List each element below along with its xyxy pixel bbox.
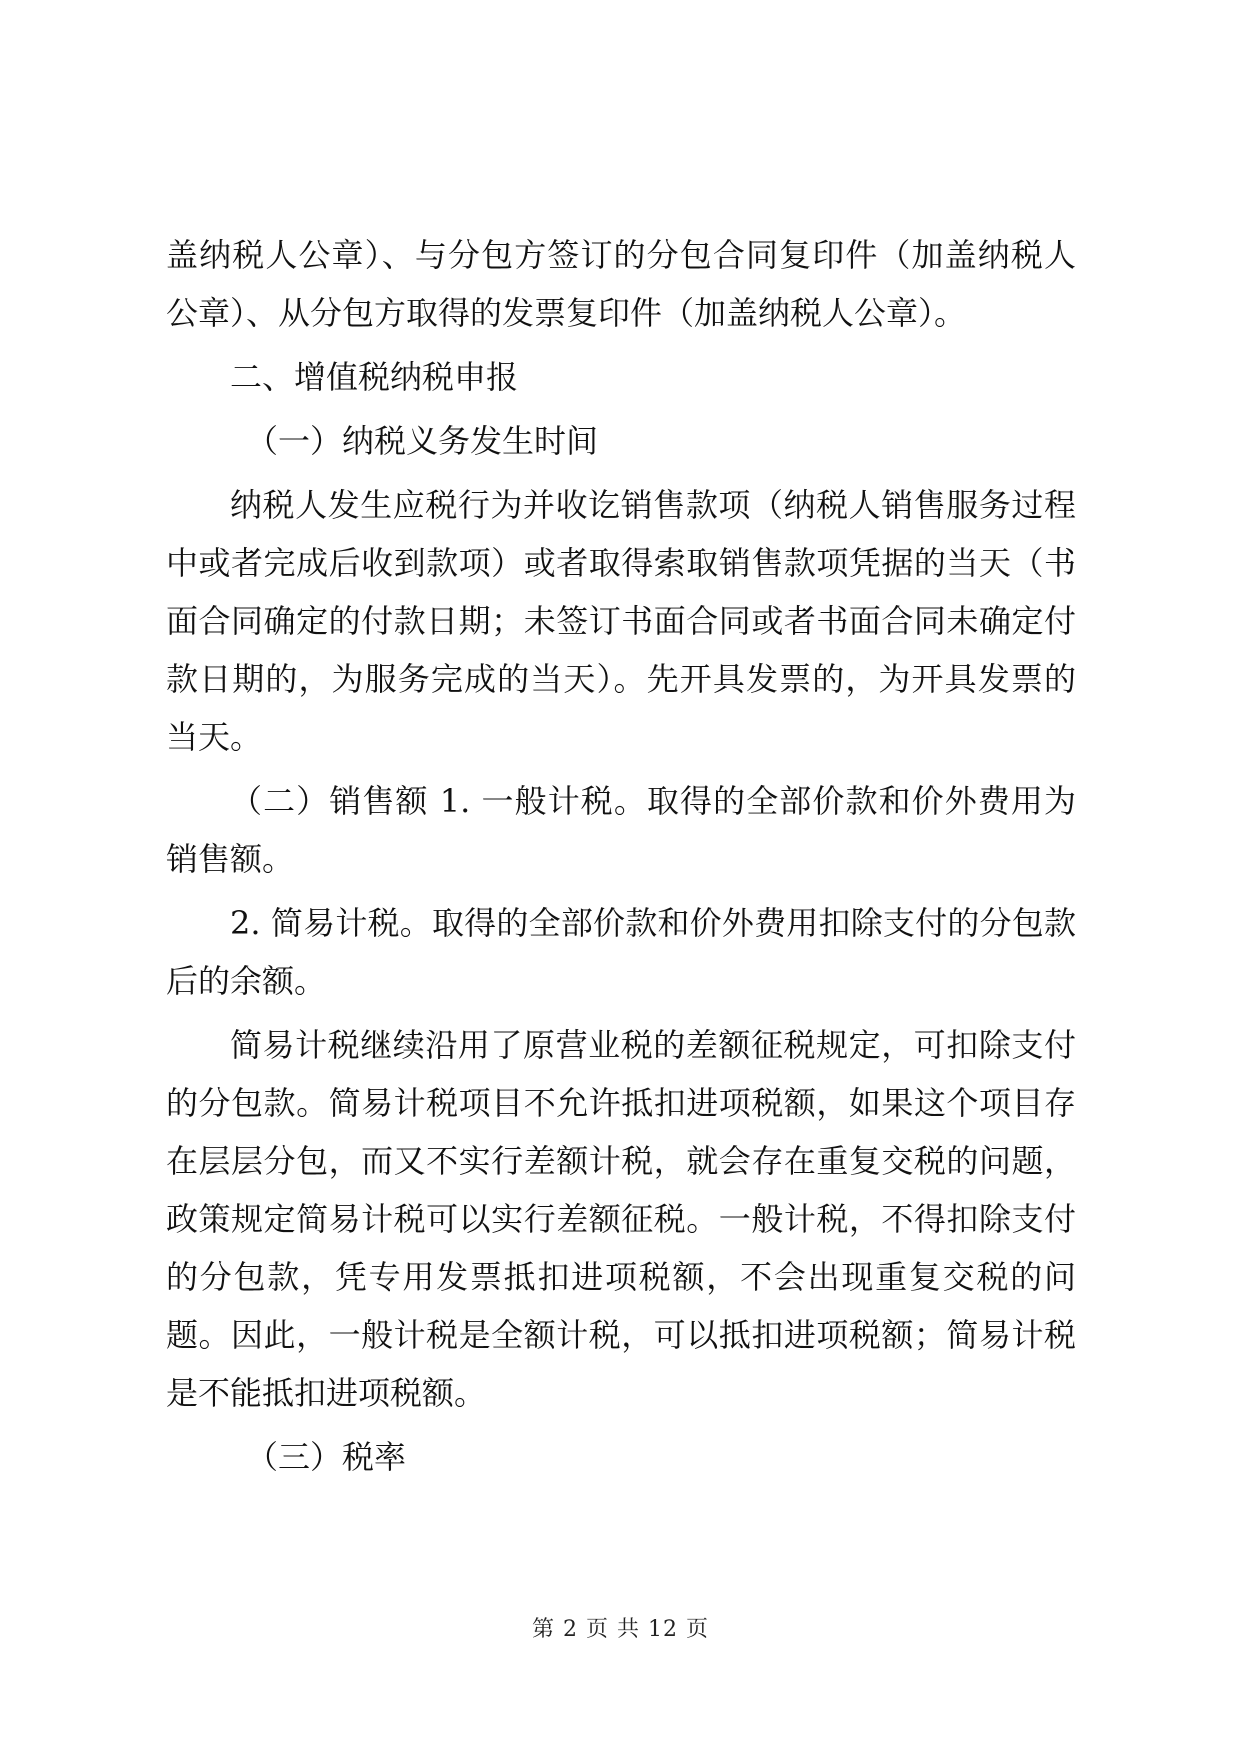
paragraph-sales-amount-general: （二）销售额 1. 一般计税。取得的全部价款和价外费用为销售额。 (166, 782, 1076, 878)
section-heading-vat-declaration: 二、增值税纳税申报 (230, 358, 519, 396)
paragraph-sales-amount-simple: 2. 简易计税。取得的全部价款和价外费用扣除支付的分包款后的余额。 (166, 904, 1076, 1000)
paragraph-simple-vs-general: 简易计税继续沿用了原营业税的差额征税规定，可扣除支付的分包款。简易计税项目不允许抵扣进项税额，如果这个项目存在层层分包，而又不实行差额计税，就会存在重复交税的问题，政策规定简易计税可以实行差额征税。一般计税，不得扣除支付的分包款，凭专用发票抵扣进项税额，不会出现重复交税的问题。因此，一般计税是全额计税，可以抵扣进项税额；简易计税是不能抵扣进项税额。 (166, 1026, 1076, 1412)
paragraph-tax-obligation-time: 纳税人发生应税行为并收讫销售款项（纳税人销售服务过程中或者完成后收到款项）或者取得索取销售款项凭据的当天（书面合同确定的付款日期；未签订书面合同或者书面合同未确定付款日期的，为服务完成的当天）。先开具发票的，为开具发票的当天。 (166, 486, 1076, 756)
page-footer: 第 2 页 共 12 页 (532, 1617, 709, 1642)
paragraph-continuation: 盖纳税人公章）、与分包方签订的分包合同复印件（加盖纳税人公章）、从分包方取得的发票复印件（加盖纳税人公章）。 (166, 236, 1076, 332)
document-body (166, 226, 1076, 1486)
subsection-heading-tax-obligation-time: （一）纳税义务发生时间 (246, 422, 599, 460)
subsection-heading-tax-rate: （三）税率 (246, 1438, 407, 1476)
